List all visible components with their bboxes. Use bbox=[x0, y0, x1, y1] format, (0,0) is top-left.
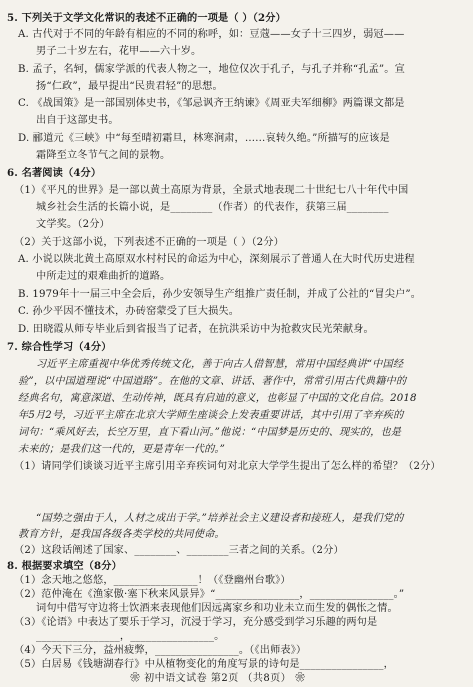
question-6-stem: 6. 名著阅读（4分） bbox=[7, 167, 102, 179]
question-8-part-5: （5）白居易《钱塘湖春行》中从植物变化的角度写景的诗句是________________， bbox=[14, 659, 394, 670]
question-6-part-1-end: 文学奖。（2分） bbox=[36, 219, 110, 230]
question-5-stem: 5. 下列关于文学文化常识的表述不正确的一项是（ ）（2分） bbox=[7, 12, 286, 24]
question-5-option-a: A. 古代对于不同的年龄有相应的不同的称呼，如：豆蔻——女子十三四岁，弱冠—— bbox=[18, 29, 405, 40]
question-5-option-a-cont: 男子二十岁左右，花甲——六十岁。 bbox=[36, 46, 202, 57]
question-6-option-a-cont: 中所走过的艰难曲折的道路。 bbox=[36, 271, 171, 282]
question-8-part-1: （1）念天地之悠悠，________________！（《登幽州台歌》） bbox=[14, 575, 291, 586]
question-7-passage-1: 习近平主席重视中华优秀传统文化，善于向古人借智慧，常用中国经典讲“中国经 bbox=[36, 359, 404, 370]
question-8-part-2-cont: 词句中借写守边将士饮酒来表现他们因远离家乡和功业未立而生发的偶怅之情。 bbox=[36, 603, 398, 614]
question-5-option-c: C. 《战国策》是一部国别体史书，《邹忌讽齐王纳谏》《周亚夫军细柳》两篇课文都是 bbox=[18, 98, 405, 109]
question-7-passage-2: 验”，以中国道理说“中国道路”。在他的文章、讲话、著作中，常常引用古代典籍中的 bbox=[18, 376, 407, 387]
question-7-quote-cont: 教育方针，是我国各级各类学校的共同使命。 bbox=[18, 529, 225, 540]
question-7-part-2: （2）这段话阐述了国家、________、________三者之间的关系。（2分） bbox=[14, 545, 344, 556]
question-7-passage-6: 未来的；是我们这一代的，更是青年一代的。” bbox=[18, 444, 226, 455]
question-5-option-d: D. 郦道元《三峡》中“每至晴初霜旦，林寒涧肃，……哀转久绝。”所描写的应该是 bbox=[18, 133, 390, 144]
question-5-option-d-cont: 霜降至立冬节气之间的景物。 bbox=[36, 150, 171, 161]
question-7-passage-3: 经典名句，寓意深道、生动传神，既具有启迪的意义，也彰显了中国的文化自信。2018 bbox=[18, 393, 417, 404]
question-6-option-c: C. 孙少平因不懂技术，办砖窑蒙受了巨大损失。 bbox=[18, 306, 240, 317]
question-7-passage-4: 年5月2号，习近平主席在北京大学师生座谈会上发表重要讲话，其中引用了辛弃疾的 bbox=[18, 410, 404, 421]
question-7-part-1: （1）请同学们谈谈习近平主席引用辛弃疾词句对北京大学学生提出了怎么样的希望？（2分） bbox=[14, 461, 441, 472]
question-5-option-c-cont: 出自于这部史书。 bbox=[36, 115, 119, 126]
question-6-part-1: （1）《平凡的世界》是一部以黄土高原为背景，全景式地表现二十世纪七八十年代中国 bbox=[14, 185, 409, 196]
question-7-quote: “国势之强由于人，人材之成出于学。”培养社会主义建设者和接班人，是我们党的 bbox=[36, 513, 404, 524]
question-8-stem: 8. 根据要求填空（8分） bbox=[7, 560, 122, 572]
page-footer: ❀ 初中语文试卷 第2页 （共8页） ❀ bbox=[130, 673, 306, 684]
question-7-passage-5: 词句：“乘风好去，长空万里，直下看山河。”他说：“中国梦是历史的、现实的，也是 bbox=[18, 427, 402, 438]
question-6-option-b: B. 1979年十一届三中全会后，孙少安领导生产组推广责任制，并成了公社的“冒尖户”。 bbox=[18, 289, 422, 300]
question-6-option-a: A. 小说以陕北黄土高原双水村村民的命运为中心，深刻展示了普通人在大时代历史进程 bbox=[18, 254, 415, 265]
question-6-part-1-cont: 城乡社会生活的长篇小说，是________（作者）的代表作，获第三届________ bbox=[36, 202, 389, 213]
question-8-part-3-cont: ________________，________________。 bbox=[36, 631, 225, 642]
question-8-part-4: （4）今天下三分，益州疲弊，________________。（《出师表》） bbox=[14, 645, 307, 656]
question-8-part-3: （3）《论语》中表达了要乐于学习，沉浸于学习，充分感受到学习乐趣的两句是 bbox=[14, 617, 378, 628]
question-7-stem: 7. 综合性学习（4分） bbox=[7, 341, 112, 353]
question-5-option-b: B. 孟子，名轲，儒家学派的代表人物之一，地位仅次于孔子，与孔子并称“孔孟”。宣 bbox=[18, 64, 405, 75]
question-8-part-2: （2）范仲淹在《渔家傲·塞下秋来风景异》“________________，________________。” bbox=[14, 589, 405, 600]
question-6-part-2: （2）关于这部小说，下列表述不正确的一项是（ ）（2分） bbox=[14, 237, 284, 248]
question-5-option-b-cont: 扬“仁政”，最早提出“民贵君轻”的思想。 bbox=[36, 81, 223, 92]
question-6-option-d: D. 田晓霞从师专毕业后到省报当了记者，在抗洪采访中为抢救灾民光荣献身。 bbox=[18, 324, 374, 335]
